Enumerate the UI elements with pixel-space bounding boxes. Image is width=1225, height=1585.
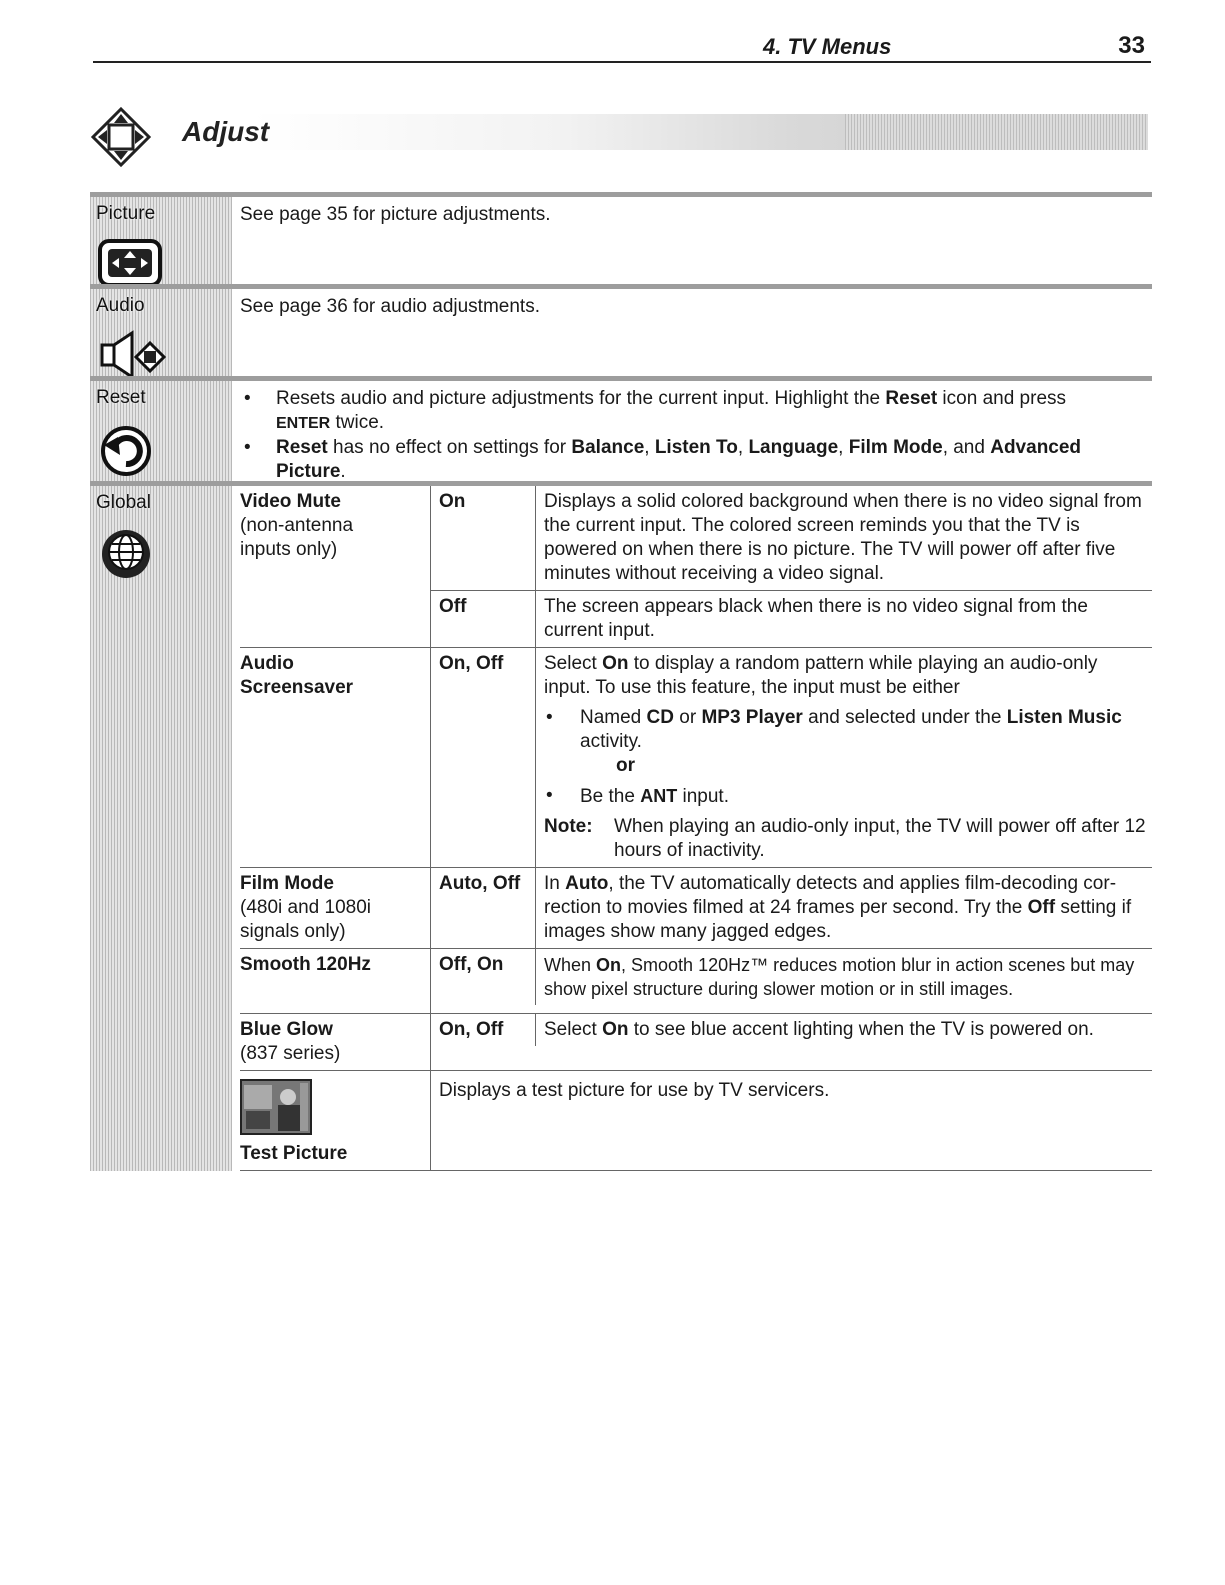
reset-sidebar bbox=[90, 381, 232, 481]
audio-screensaver-name: Audio Screensaver bbox=[240, 653, 354, 698]
audio-description: See page 36 for audio adjustments. bbox=[240, 296, 540, 317]
reset-description bbox=[240, 381, 1152, 490]
film-mode-name: Film Mode bbox=[240, 873, 334, 894]
picture-sidebar bbox=[90, 197, 232, 284]
video-mute-on-option bbox=[431, 486, 1152, 590]
test-picture-name: Test Picture bbox=[240, 1143, 348, 1164]
blue-glow-note: (837 series) bbox=[240, 1043, 341, 1064]
running-header bbox=[93, 30, 1151, 63]
section-title: 4. TV Menus bbox=[763, 34, 892, 59]
reset-bullet-2: • Reset has no effect on settings for Balance, Listen To, Language, Film Mode, and Advanced Picture. bbox=[240, 436, 1142, 484]
blue-glow-row bbox=[240, 1013, 1152, 1070]
audio-label: Audio bbox=[96, 295, 145, 316]
smooth-120hz-options bbox=[431, 949, 1152, 1013]
menu-title-band bbox=[90, 102, 1150, 174]
film-mode-value: Auto, Off bbox=[431, 868, 536, 948]
video-mute-row bbox=[240, 486, 1152, 647]
audio-screensaver-value: On, Off bbox=[431, 648, 536, 867]
blue-glow-options bbox=[431, 1014, 1152, 1070]
global-label: Global bbox=[96, 492, 151, 513]
table-bottom-rule bbox=[240, 1170, 1152, 1171]
picture-description: See page 35 for picture adjustments. bbox=[240, 204, 551, 225]
reset-section bbox=[90, 376, 1152, 481]
video-mute-note: (non-antenna inputs only) bbox=[240, 515, 354, 560]
blue-glow-value: On, Off bbox=[431, 1014, 536, 1046]
test-picture-row bbox=[240, 1070, 1152, 1170]
audio-screensaver-or: or bbox=[616, 755, 635, 776]
film-mode-note: (480i and 1080i signals only) bbox=[240, 897, 371, 942]
video-mute-on-desc: Displays a solid colored background when there is no video signal from the current input. The colored screen reminds you that the TV is powered on when there is no picture. The TV will power off after five minutes without receiving a video signal. bbox=[544, 491, 1142, 584]
global-grid bbox=[240, 486, 1152, 1171]
smooth-120hz-row bbox=[240, 948, 1152, 1013]
test-picture-desc: Displays a test picture for use by TV servicers. bbox=[439, 1080, 830, 1101]
smooth-120hz-name: Smooth 120Hz bbox=[240, 954, 371, 975]
audio-screensaver-row bbox=[240, 647, 1152, 867]
page-number: 33 bbox=[1118, 32, 1145, 59]
audio-section bbox=[90, 284, 1152, 376]
note-text: When playing an audio-only input, the TV will power off after 12 hours of inactivity. bbox=[614, 816, 1146, 861]
reset-bullet-1: • Resets audio and picture adjustments for the current input. Highlight the Reset icon and press ENTER twice. bbox=[240, 387, 1142, 436]
audio-screensaver-options bbox=[431, 648, 1152, 867]
audio-screensaver-note bbox=[544, 815, 1148, 863]
reset-label: Reset bbox=[96, 387, 146, 408]
blue-glow-name: Blue Glow bbox=[240, 1019, 333, 1040]
test-picture-name-cell bbox=[240, 1071, 431, 1170]
global-icon bbox=[96, 526, 168, 582]
test-picture-icon bbox=[240, 1079, 312, 1135]
adjust-icon bbox=[90, 106, 152, 168]
global-sidebar bbox=[90, 486, 232, 1171]
video-mute-name-cell bbox=[240, 486, 431, 647]
blue-glow-option bbox=[431, 1014, 1152, 1046]
audio-screensaver-bullet-1: • Named CD or MP3 Player and selected under the Listen Music activity. bbox=[544, 706, 1148, 754]
audio-screensaver-name-cell bbox=[240, 648, 431, 867]
smooth-120hz-name-cell bbox=[240, 949, 431, 1013]
video-mute-off-value: Off bbox=[431, 591, 536, 647]
video-mute-options bbox=[431, 486, 1152, 647]
video-mute-off-desc: The screen appears black when there is no video signal from the current input. bbox=[544, 596, 1088, 641]
video-mute-off-option bbox=[431, 590, 1152, 647]
film-mode-desc: In Auto, the TV automatically detects and applies film-decoding cor-rection to movies filmed at 24 frames per second. Try the Off setting if images show many jagged edges. bbox=[544, 873, 1132, 942]
film-mode-options bbox=[431, 868, 1152, 948]
note-label: Note: bbox=[544, 816, 593, 837]
reset-icon bbox=[96, 421, 168, 477]
smooth-120hz-option bbox=[431, 949, 1152, 1005]
adjust-menu-table bbox=[90, 192, 1152, 1171]
film-mode-name-cell bbox=[240, 868, 431, 948]
film-mode-row bbox=[240, 867, 1152, 948]
film-mode-option bbox=[431, 868, 1152, 948]
global-section bbox=[90, 481, 1152, 1171]
smooth-120hz-value: Off, On bbox=[431, 949, 536, 1005]
title-hatch-bar bbox=[845, 114, 1148, 150]
smooth-120hz-desc: When On, Smooth 120Hz™ reduces motion blur in action scenes but may show pixel structure during slower motion or in still images. bbox=[544, 955, 1135, 999]
video-mute-name: Video Mute bbox=[240, 491, 341, 512]
blue-glow-desc: Select On to see blue accent lighting when the TV is powered on. bbox=[544, 1019, 1094, 1040]
audio-screensaver-option bbox=[431, 648, 1152, 867]
picture-label: Picture bbox=[96, 203, 156, 224]
audio-sidebar bbox=[90, 289, 232, 376]
audio-screensaver-desc: Select On to display a random pattern while playing an audio-only input. To use this feature, the input must be either • Named CD or MP3 Player and selected under the Listen Music activity. or • Be the ANT input. Note: When playing an audio-only input, the TV will power off after 12 hours of inactivity. bbox=[536, 648, 1152, 867]
video-mute-on-value: On bbox=[431, 486, 536, 590]
audio-screensaver-bullet-2: • Be the ANT input. bbox=[544, 784, 1148, 809]
menu-title: Adjust bbox=[182, 116, 270, 147]
picture-section bbox=[90, 192, 1152, 284]
blue-glow-name-cell bbox=[240, 1014, 431, 1070]
